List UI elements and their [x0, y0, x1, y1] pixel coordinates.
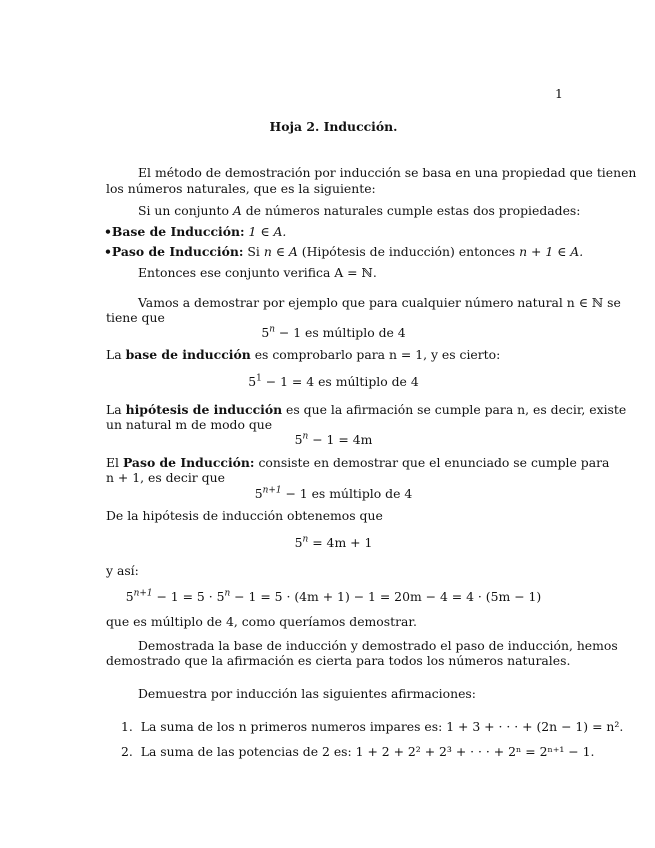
y-asi: y así:: [106, 563, 139, 578]
closing-line-2: demostrado que la afirmación es cierta para todos los números naturales.: [106, 653, 571, 668]
example-line-1: Vamos a demostrar por ejemplo que para cualquier número natural n ∈ ℕ se: [138, 295, 621, 310]
intro-line-2: los números naturales, que es la siguiente:: [106, 181, 376, 196]
intro-line-1: El método de demostración por inducción se basa en una propiedad que tienen: [138, 165, 637, 180]
exercises-intro: Demuestra por inducción las siguientes afirmaciones:: [138, 686, 476, 701]
example-claim: $5^n - 1$ es múltiplo de 4: [261, 324, 406, 340]
long-equation: $5^{n+1} - 1 = 5 \cdot 5^n - 1 = 5 \cdot (4m + 1) - 1 = 20m - 4 = 4 \cdot (5m - 1)$: [125, 588, 542, 604]
example-line-2: tiene que: [106, 310, 165, 325]
derive-line: De la hipótesis de inducción obtenemos que: [106, 508, 383, 523]
step-line-2: n + 1, es decir que: [106, 470, 225, 485]
hypothesis-line-2: un natural m de modo que: [106, 417, 273, 432]
exercise-item: 1. La suma de los n primeros numeros impares es: 1 + 3 + · · · + (2n − 1) = n².: [121, 719, 624, 734]
conclusion: Entonces ese conjunto verifica A = ℕ.: [138, 265, 377, 280]
base-equation: $5^1 - 1 = 4$ es múltiplo de 4: [248, 373, 419, 389]
page-number: 1: [555, 86, 563, 101]
hypothesis-equation: $5^n - 1 = 4m$: [294, 431, 373, 447]
step-equation: $5^{n+1} - 1$ es múltiplo de 4: [254, 485, 413, 501]
step-text: El Paso de Inducción: consiste en demostrar que el enunciado se cumple para: [106, 455, 610, 470]
derive-equation: $5^n = 4m + 1$: [294, 534, 373, 550]
derive-after: que es múltiplo de 4, como queríamos demostrar.: [106, 614, 417, 629]
hypothesis-text: La hipótesis de inducción es que la afirmación se cumple para n, es decir, existe: [106, 402, 627, 417]
closing-line-1: Demostrada la base de inducción y demostrado el paso de inducción, hemos: [138, 638, 618, 653]
bullet-paso: •Paso de Inducción: Si n ∈ A (Hipótesis de inducción) entonces n + 1 ∈ A.: [104, 244, 584, 259]
base-text: La base de inducción es comprobarlo para n = 1, y es cierto:: [106, 347, 501, 362]
page-title: Hoja 2. Inducción.: [269, 119, 398, 134]
bullet-base: •Base de Inducción: 1 ∈ A.: [104, 224, 287, 239]
exercise-item: 2. La suma de las potencias de 2 es: 1 + 2 + 2² + 2³ + · · · + 2ⁿ = 2ⁿ⁺¹ − 1.: [121, 744, 595, 759]
intro-conjunto: Si un conjunto A de números naturales cumple estas dos propiedades:: [138, 203, 581, 218]
